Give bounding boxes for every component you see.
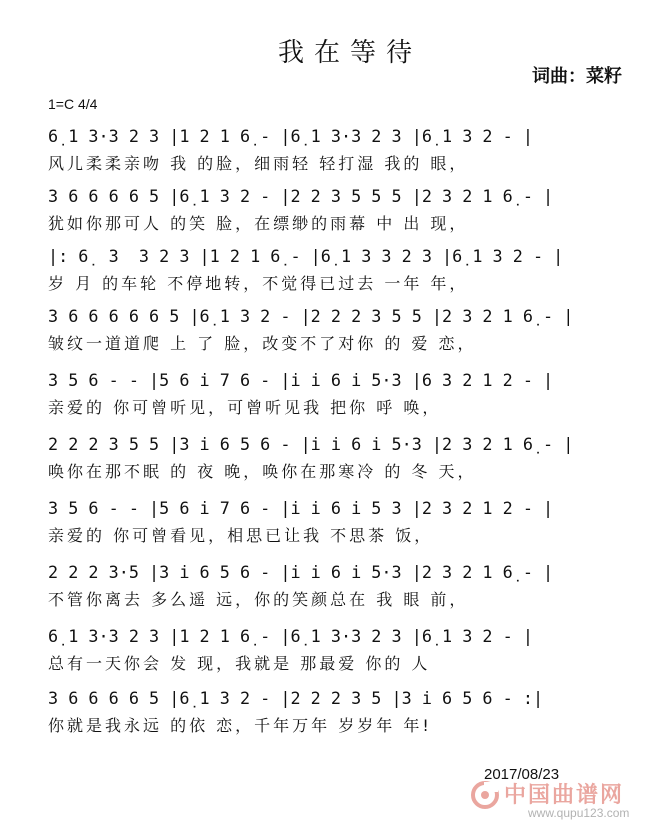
notation-row: 3 5 6 - - |5 6 i 7 6 - |i i 6 i 5·3 |6 3 2 1 2 - | — [48, 370, 554, 390]
notation-row: 3 6 6 6 6 6 5 |6̣ 1 3 2 - |2 2 2 3 5 5 |2 3 2 1 6̣ - | — [48, 306, 574, 326]
lyrics-row: 风儿柔柔亲吻 我 的脸，细雨轻 轻打湿 我的 眼， — [48, 154, 469, 173]
score-system — [48, 626, 638, 690]
notation-row: |: 6̣ 3 3 2 3 |1 2 1 6̣ - |6̣ 1 3 3 2 3 |6̣ 1 3 2 - | — [48, 246, 564, 266]
notation-row: 3 6 6 6 6 5 |6̣ 1 3 2 - |2 2 2 3 5 |3 i 6 5 6 - :| — [48, 688, 544, 708]
watermark-url: www.qupu123.com — [528, 806, 630, 820]
lyrics-row: 岁 月 的车轮 不停地转，不觉得已过去 一年 年， — [48, 274, 469, 293]
notation-row: 6̣ 1 3·3 2 3 |1 2 1 6̣ - |6̣ 1 3·3 2 3 |6̣ 1 3 2 - | — [48, 626, 533, 646]
watermark-name: 中国曲谱网 — [504, 782, 625, 808]
watermark — [470, 776, 670, 820]
date-text: 2017/08/23 — [484, 766, 560, 783]
lyrics-row: 总有一天你会 发 现，我就是 那最爱 你的 人 — [48, 654, 431, 673]
lyrics-row: 亲爱的 你可曾看见，相思已让我 不思茶 饭， — [48, 526, 434, 545]
score-system — [48, 434, 638, 498]
lyrics-row: 你就是我永远 的依 恋，千年万年 岁岁年 年! — [48, 716, 432, 735]
score-system — [48, 306, 638, 370]
score-system — [48, 186, 638, 250]
notation-row: 3 6 6 6 6 5 |6̣ 1 3 2 - |2 2 3 5 5 5 |2 3 2 1 6̣ - | — [48, 186, 554, 206]
lyrics-row: 犹如你那可人 的笑 脸，在缥缈的雨幕 中 出 现， — [48, 214, 469, 233]
lyrics-row: 亲爱的 你可曾听见，可曾听见我 把你 呼 唤， — [48, 398, 442, 417]
notation-row: 2 2 2 3 5 5 |3 i 6 5 6 - |i i 6 i 5·3 |2 3 2 1 6̣ - | — [48, 434, 574, 454]
score-system — [48, 246, 638, 310]
lyrics-row: 唤你在那不眠 的 夜 晚，唤你在那寒冷 的 冬 天， — [48, 462, 477, 481]
page-title: 我在等待 — [277, 38, 422, 68]
credit-text: 词曲：菜籽 — [532, 66, 622, 87]
site-logo-icon — [470, 780, 500, 810]
notation-row: 2 2 2 3·5 |3 i 6 5 6 - |i i 6 i 5·3 |2 3 2 1 6̣ - | — [48, 562, 554, 582]
notation-row: 6̣ 1 3·3 2 3 |1 2 1 6̣ - |6̣ 1 3·3 2 3 |6̣ 1 3 2 - | — [48, 126, 533, 146]
score-system — [48, 370, 638, 434]
lyrics-row: 不管你离去 多么遥 远，你的笑颜总在 我 眼 前， — [48, 590, 469, 609]
score-system — [48, 498, 638, 562]
score-system — [48, 562, 638, 626]
score-system — [48, 688, 638, 752]
score-system — [48, 126, 638, 190]
notation-row: 3 5 6 - - |5 6 i 7 6 - |i i 6 i 5 3 |2 3 2 1 2 - | — [48, 498, 554, 518]
key-signature: 1=C 4/4 — [48, 96, 98, 112]
lyrics-row: 皱纹一道道爬 上 了 脸，改变不了对你 的 爱 恋， — [48, 334, 477, 353]
